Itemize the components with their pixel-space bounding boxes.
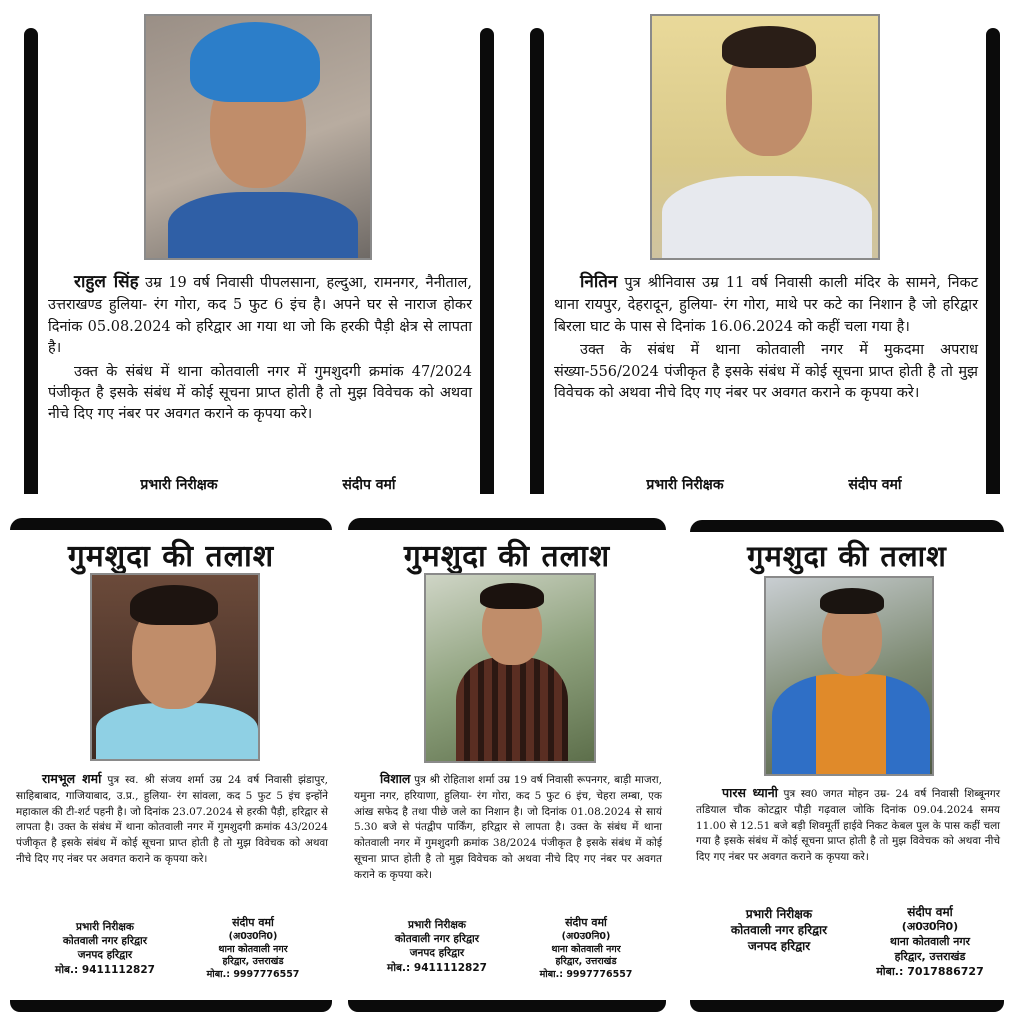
banner-top-bar bbox=[348, 518, 666, 530]
notice-title: गुमशुदा की तलाश bbox=[67, 539, 275, 574]
investigator-phone: मोबा.: 9997776557 bbox=[206, 969, 300, 981]
signature-right: संदीप वर्मा bbox=[342, 477, 396, 493]
investigator-location: हरिद्वार, उत्तराखंड bbox=[555, 956, 617, 968]
officer-district: जनपद हरिद्वार bbox=[77, 949, 133, 962]
notice-card-nitin bbox=[530, 6, 1000, 494]
person-details: पुत्र स्व0 जगत मोहन उम्र- 24 वर्ष निवासी शिब्बूनगर तडियाल चौक कोटद्वार पौड़ी गढ़वाल जोकि दिनांक 09.04.2024 समय 11.00 से 12.51 बजे बड़ी शिवमूर्ती हाईवे निकट केबल पुल के पास कहीं चला गया है इसके संबंध में कोई सूचना प्राप्त होती है तो मुझ विवेचक को अथवा नीचे दिए गए नंबर पर अवगत कराने क कृपया करे। bbox=[696, 788, 1000, 863]
frame-bar-left bbox=[530, 28, 544, 494]
banner-bottom-bar bbox=[348, 1000, 666, 1012]
officer-phone: मोब.: 9411112827 bbox=[387, 961, 487, 974]
investigator-station: थाना कोतवाली नगर bbox=[218, 943, 288, 955]
officer-station: कोतवाली नगर हरिद्वार bbox=[730, 923, 828, 938]
person-name: राहुल सिंह bbox=[74, 272, 139, 292]
person-details: उम्र 19 वर्ष निवासी पीपलसाना, हल्दुआ, रामनगर, नैनीताल, उत्तराखण्ड हुलिया- रंग गोरा, कद 5 फुट 6 इंच है। अपने घर से नाराज होकर दिनांक 05.08.2024 को हरिद्वार आ गया था जो कि हरकी पैड़ी क्षेत्र से लापता है। bbox=[48, 275, 472, 357]
case-paragraph: उक्त के संबंध में थाना कोतवाली नगर में गुमशुदगी क्रमांक 47/2024 पंजीकृत है इसके संबंध में कोई सूचना प्राप्त होती है तो मुझ विवेचक को अथवा नीचे दिए गए नंबर पर अवगत कराने क कृपया करे। bbox=[48, 363, 472, 423]
person-name: विशाल bbox=[380, 771, 411, 786]
person-name: नितिन bbox=[580, 272, 618, 292]
person-details: पुत्र स्व. श्री संजय शर्मा उम्र 24 वर्ष निवासी झंडापुर, साहिबाबाद, गाजियाबाद, उ.प्र., हुलिया- रंग सांवला, कद 5 फुट 5 इंच इन्होंने महाकाल की टी-शर्ट पहनी है। जो दिनांक 23.07.2024 से हरकी पैड़ी, हरिद्वार से लापता है। उक्त के संबंध में थाना कोतवाली नगर में गुमशुदगी क्रमांक 43/2024 पंजीकृत है इसके संबंध में कोई सूचना प्राप्त होती है तो मुझ विवेचक को अथवा नीचे दिए गए नंबर पर अवगत कराने क कृपया करे। bbox=[16, 774, 328, 865]
investigator-location: हरिद्वार, उत्तराखंड bbox=[894, 949, 966, 963]
officer-district: जनपद हरिद्वार bbox=[409, 947, 465, 960]
officer-station: कोतवाली नगर हरिद्वार bbox=[394, 933, 480, 946]
frame-bar-left bbox=[24, 28, 38, 494]
signature-right bbox=[188, 916, 318, 982]
signature-left bbox=[694, 906, 864, 955]
officer-phone: मोब.: 9411112827 bbox=[55, 963, 155, 976]
signature-left: प्रभारी निरीक्षक bbox=[140, 477, 218, 493]
missing-person-photo bbox=[650, 14, 880, 260]
signature-left bbox=[362, 918, 512, 975]
banner-bottom-bar bbox=[690, 1000, 1004, 1012]
officer-station: कोतवाली नगर हरिद्वार bbox=[62, 935, 148, 948]
signature-left bbox=[30, 920, 180, 977]
investigator-station: थाना कोतवाली नगर bbox=[889, 935, 971, 949]
banner-top-bar bbox=[10, 518, 332, 530]
notice-card-rahul bbox=[24, 6, 494, 494]
investigator-rank: (अ0उ0नि0) bbox=[901, 920, 959, 934]
signature-right bbox=[860, 904, 1000, 980]
signature-left: प्रभारी निरीक्षक bbox=[646, 477, 724, 493]
missing-person-photo bbox=[424, 573, 596, 763]
missing-person-photo bbox=[764, 576, 934, 776]
frame-bar-right bbox=[480, 28, 494, 494]
person-name: पारस ध्यानी bbox=[722, 785, 778, 800]
investigator-rank: (अ0उ0नि0) bbox=[561, 930, 611, 942]
notice-body bbox=[696, 782, 1000, 866]
investigator-name: संदीप वर्मा bbox=[565, 916, 607, 929]
notice-card-vishal bbox=[348, 518, 666, 1012]
signature-right bbox=[516, 916, 656, 982]
officer-designation: प्रभारी निरीक्षक bbox=[76, 921, 134, 933]
notice-body bbox=[554, 268, 978, 404]
notice-card-rambhool bbox=[10, 518, 332, 1012]
case-paragraph: उक्त के संबंध में थाना कोतवाली नगर में मुकदमा अपराध संख्या-556/2024 पंजीकृत है इसके संबंध में कोई सूचना प्राप्त होती है तो मुझ विवेचक को अथवा नीचे दिए गए नंबर पर अवगत कराने क कृपया करे। bbox=[554, 342, 978, 401]
investigator-station: थाना कोतवाली नगर bbox=[551, 943, 621, 955]
officer-designation: प्रभारी निरीक्षक bbox=[408, 919, 466, 931]
banner-bottom-bar bbox=[10, 1000, 332, 1012]
officer-district: जनपद हरिद्वार bbox=[747, 939, 811, 954]
investigator-name: संदीप वर्मा bbox=[232, 916, 274, 929]
frame-bar-right bbox=[986, 28, 1000, 494]
notice-body bbox=[48, 268, 472, 426]
banner-top-bar bbox=[690, 520, 1004, 532]
signature-right: संदीप वर्मा bbox=[848, 477, 902, 493]
investigator-location: हरिद्वार, उत्तराखंड bbox=[222, 956, 284, 968]
notice-body bbox=[354, 768, 662, 883]
person-details: पुत्र श्रीनिवास उम्र 11 वर्ष निवासी काली मंदिर के सामने, निकट थाना रायपुर, देहरादून, हुलिया- रंग गोरा, माथे पर कटे का निशान है जो हरिद्वार बिरला घाट के पास से दिनांक 16.06.2024 को कहीं चला गया है। bbox=[554, 275, 979, 335]
missing-person-photo bbox=[90, 573, 260, 761]
person-details: पुत्र श्री रोहिताश शर्मा उम्र 19 वर्ष निवासी रूपनगर, बाड़ी माजरा, यमुना नगर, हरियाणा, हुलिया- रंग गोरा, कद 5 फुट 6 इंच, चेहरा लम्बा, एक आंख सफेद है तथा पीछे जले का निशान है। जो दिनांक 01.08.2024 से सायं 5.30 बजे से पंतद्वीप पार्किंग, हरिद्वार से लापता है। उक्त के संबंध में थाना कोतवाली नगर में गुमशुदगी क्रमांक 38/2024 पंजीकृत है इसके संबंध में कोई सूचना प्राप्त होती है तो मुझ विवेचक को अथवा नीचे दिए गए नंबर पर अवगत कराने क कृपया करे। bbox=[354, 774, 662, 881]
notice-title: गुमशुदा की तलाश bbox=[747, 539, 947, 573]
person-name: रामभूल शर्मा bbox=[42, 771, 102, 786]
officer-designation: प्रभारी निरीक्षक bbox=[745, 907, 813, 921]
investigator-phone: मोबा.: 7017886727 bbox=[876, 964, 984, 978]
notice-title: गुमशुदा की तलाश bbox=[403, 539, 611, 574]
investigator-rank: (अ0उ0नि0) bbox=[228, 930, 278, 942]
investigator-phone: मोबा.: 9997776557 bbox=[539, 969, 633, 981]
investigator-name: संदीप वर्मा bbox=[907, 905, 953, 919]
missing-person-photo bbox=[144, 14, 372, 260]
notice-body bbox=[16, 768, 328, 868]
notice-card-paras bbox=[690, 520, 1004, 1012]
